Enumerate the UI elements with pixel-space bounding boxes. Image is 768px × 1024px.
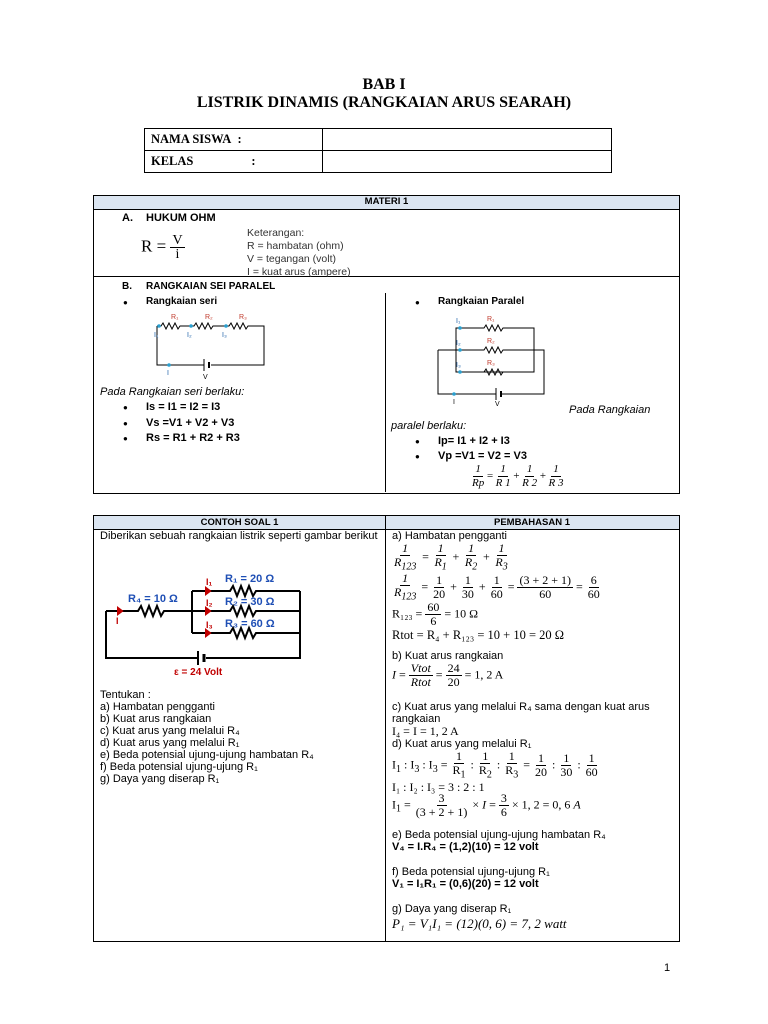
solution-a-eq1: $\frac{1}{R_{123}}$ = $\frac{1}{R_1}$ + $\frac{1}{R_2}$ + $\frac{1}{R_3}$ (394, 541, 508, 573)
page-title: LISTRIK DINAMIS (RANGKAIAN ARUS SEARAH) (196, 94, 572, 111)
parallel-i3-label: I₃ (456, 362, 461, 369)
series-i1-label: I₁ (154, 332, 159, 339)
section-a-title: HUKUM OHM (146, 212, 216, 224)
note-r: R = hambatan (ohm) (247, 240, 344, 252)
solution-a-eq3 (392, 601, 478, 628)
series-r3-label: R₃ (239, 314, 247, 321)
materi-box (93, 195, 680, 494)
parallel-caption-2: paralel berlaku: (391, 420, 467, 432)
note-title: Keterangan: (247, 227, 305, 239)
series-v-label: V (203, 374, 208, 381)
series-title: ● Rangkaian seri (146, 296, 217, 307)
section-b-title: RANGKAIAN SEI PARALEL (146, 281, 276, 292)
parallel-r2-label: R₂ (487, 338, 495, 345)
eq3-num: 60 (427, 600, 440, 614)
class-colon: : (251, 154, 256, 168)
contoh-intro: Diberikan sebuah rangkaian listrik seperti gambar berikut (100, 530, 378, 542)
solution-e-title: e) Beda potensial ujung-ujung hambatan R₄ (392, 829, 606, 841)
class-field[interactable] (323, 151, 612, 173)
r1-den: R 1 (495, 477, 511, 489)
parallel-i2-label: I₂ (456, 340, 461, 347)
solution-g-eq: P₁ = V₁I₁ = (12)(0, 6) = 7, 2 watt (392, 916, 567, 931)
r2-label: R₂ = 30 Ω (225, 596, 275, 608)
solution-e-eq: V₄ = I.R₄ = (1,2)(10) = 12 volt (392, 841, 539, 853)
parallel-circuit-diagram (434, 313, 554, 408)
contoh-header: CONTOH SOAL 1 (200, 517, 279, 528)
r3-label: R₃ = 60 Ω (225, 618, 275, 630)
eq3-den: 6 (430, 614, 437, 628)
example-column-divider (385, 516, 386, 941)
parallel-caption-1: Pada Rangkaian (569, 404, 651, 416)
note-i: I = kuat arus (ampere) (247, 266, 351, 278)
solution-d-title: d) Kuat arus yang melalui R₁ (392, 738, 532, 750)
ohm-den: i (175, 247, 180, 262)
solution-c-eq: I₄ = I = 1, 2 A (392, 724, 459, 738)
solution-g-title: g) Daya yang diserap R₁ (392, 903, 512, 915)
ohm-num: V (172, 233, 183, 248)
series-i2-label: I₂ (187, 332, 192, 339)
name-label: NAMA SISWA (151, 132, 232, 146)
series-r1-label: R₁ (171, 314, 179, 321)
b-den2: 20 (447, 675, 460, 689)
ohm-lhs: R = (141, 236, 167, 256)
task-g: g) Daya yang diserap R₁ (100, 773, 220, 785)
task-d: d) Kuat arus yang melalui R₁ (100, 737, 240, 749)
solution-d-eq2: I₁ : I₂ : I₃ = 3 : 2 : 1 (392, 780, 485, 794)
solution-a-title: a) Hambatan pengganti (392, 530, 507, 542)
task-title: Tentukan : (100, 689, 151, 701)
parallel-rule-1: ● Ip= I1 + I2 + I3 (438, 435, 510, 447)
note-v: V = tegangan (volt) (247, 253, 337, 265)
r2-den: R 2 (522, 477, 538, 489)
solution-b-eq: I = $\frac{\text{Vtot}}{\text{Rtot}}$ = $\frac{24}{20}$ = 1, 2 A (392, 661, 504, 689)
solution-b-title: b) Kuat arus rangkaian (392, 650, 504, 662)
r2-num: 1 (526, 463, 533, 475)
student-identity-table (144, 128, 612, 173)
materi-header: MATERI 1 (94, 196, 679, 210)
task-a: a) Hambatan pengganti (100, 701, 215, 713)
parallel-rule-2: ● Vp =V1 = V2 = V3 (438, 450, 527, 462)
task-b: b) Kuat arus rangkaian (100, 713, 212, 725)
class-label: KELAS (151, 154, 194, 168)
parallel-v-label: V (495, 401, 500, 408)
series-i3-label: I₃ (222, 332, 227, 339)
section-b-letter: B. (122, 281, 132, 292)
name-colon: : (237, 132, 242, 146)
solution-f-title: f) Beda potensial ujung-ujung R₁ (392, 866, 550, 878)
series-caption: Pada Rangkaian seri berlaku: (100, 386, 245, 398)
divider (94, 276, 679, 277)
parallel-r3-label: R₃ (487, 360, 495, 367)
rp-den: Rp (472, 477, 485, 489)
r3-den: R 3 (548, 477, 564, 489)
ohm-formula (141, 234, 185, 261)
i-label: I (116, 616, 119, 626)
parallel-resistance-formula: $\frac{1}{Rp}$ = $\frac{1}{R 1}$ + $\frac{1}{R 2}$ + $\frac{1}{R 3}$ (472, 463, 564, 489)
r1-label: R₁ = 20 Ω (225, 573, 275, 585)
pembahasan-header: PEMBAHASAN 1 (493, 517, 570, 528)
example-circuit-diagram (100, 566, 320, 676)
i3-label: I₃ (206, 620, 213, 630)
solution-a-eq4: Rtot = R₄ + R₁₂₃ = 10 + 10 = 20 Ω (392, 628, 565, 642)
i2-label: I₂ (206, 598, 213, 608)
series-r2-label: R₂ (205, 314, 213, 321)
series-rule-3: ● Rs = R1 + R2 + R3 (146, 432, 240, 444)
b-num: Vtot (410, 661, 431, 675)
column-divider (385, 293, 386, 492)
eq3-lhs: R₁₂₃ = (392, 606, 423, 621)
b-rhs: = 1, 2 A (464, 667, 504, 682)
b-num2: 24 (447, 661, 460, 675)
parallel-title: ● Rangkaian Paralel (438, 296, 524, 307)
section-a-letter: A. (122, 212, 133, 224)
rp-num: 1 (475, 463, 481, 475)
solution-a-eq2: $\frac{1}{R_{123}}$ = $\frac{1}{20}$ + $\frac{1}{30}$ + $\frac{1}{60}$ = $\frac{(3 + 2 + 1)}{60}$ = $\frac{6}{60}$ (394, 571, 600, 603)
page-number: 1 (664, 962, 671, 974)
name-label-cell (145, 129, 323, 151)
eq3-rhs: = 10 Ω (444, 606, 479, 621)
r4-label: R₄ = 10 Ω (128, 593, 178, 605)
chapter-title: BAB I (362, 76, 406, 93)
r3-num: 1 (553, 463, 559, 475)
b-den: Rtot (410, 675, 431, 689)
series-i-label: I (167, 370, 169, 377)
task-f: f) Beda potensial ujung-ujung R₁ (100, 761, 258, 773)
ohm-notes (247, 227, 351, 279)
parallel-i1-label: I₁ (456, 318, 461, 325)
task-c: c) Kuat arus yang melalui R₄ (100, 725, 240, 737)
class-label-cell (145, 151, 323, 173)
i1-label: I₁ (206, 577, 213, 587)
solution-d-eq3: $I_1$ = $\frac{3}{(3 + 2 + 1)}$ × I = $\frac{3}{6}$ × 1, 2 = 0, 6 A (392, 791, 581, 819)
series-circuit-diagram (149, 309, 269, 384)
parallel-r1-label: R₁ (487, 316, 495, 323)
parallel-i-label: I (453, 399, 455, 406)
solution-c-title: c) Kuat arus yang melalui R₄ sama dengan kuat arus rangkaian (392, 701, 650, 725)
example-box (93, 515, 680, 942)
task-list (100, 689, 314, 785)
series-rule-2: ● Vs =V1 + V2 + V3 (146, 417, 234, 429)
r1-num: 1 (500, 463, 506, 475)
series-rule-1: ● Is = I1 = I2 = I3 (146, 401, 220, 413)
solution-d-eq1: $I_1$ : $I_3$ : $I_3$ = $\frac{1}{R_1}$ : $\frac{1}{R_2}$ : $\frac{1}{R_3}$ = $\frac{1}{20}$ : $\frac{1}{30}$ : $\frac{1}{60}$ (392, 749, 598, 781)
name-field[interactable] (323, 129, 612, 151)
emf-label: ε = 24 Volt (174, 667, 223, 676)
solution-f-eq: V₁ = I₁R₁ = (0,6)(20) = 12 volt (392, 878, 539, 890)
task-e: e) Beda potensial ujung-ujung hambatan R₄ (100, 749, 314, 761)
